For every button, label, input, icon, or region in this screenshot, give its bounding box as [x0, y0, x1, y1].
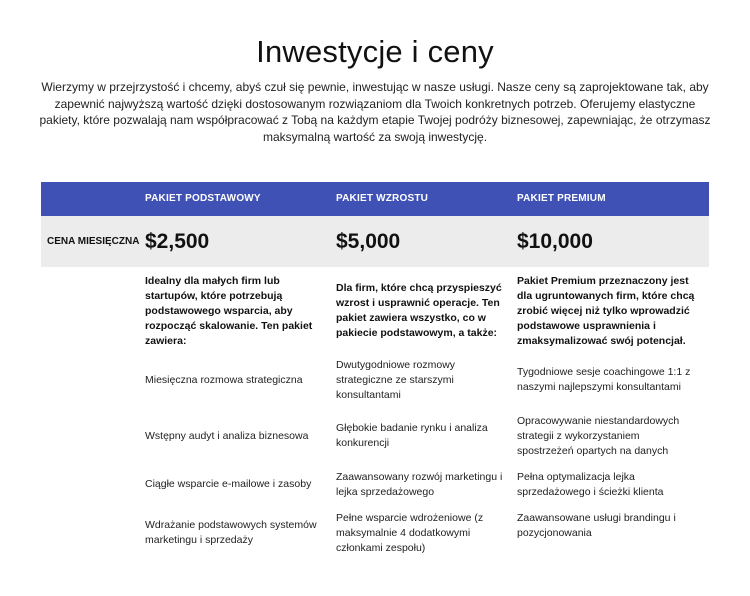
plan-description-growth: Dla firm, które chcą przyspieszyć wzrost i usprawnić operacje. Ten pakiet zawiera wszystko, co w pakiecie podstawowym, a także: — [336, 282, 502, 339]
plan-name-basic: PAKIET PODSTAWOWY — [145, 193, 261, 204]
plan-name-growth: PAKIET WZROSTU — [336, 193, 429, 204]
feature-premium-3: Pełna optymalizacja lejka sprzedażowego i ścieżki klienta — [517, 471, 664, 498]
pricing-header-row — [41, 182, 709, 216]
pricing-price-row — [41, 216, 709, 267]
feature-basic-1: Miesięczna rozmowa strategiczna — [145, 374, 303, 386]
plan-price-basic: $2,500 — [145, 230, 210, 253]
intro-paragraph: Wierzymy w przejrzystość i chcemy, abyś czuł się pewnie, inwestując w nasze usługi. Nasze ceny są zaprojektowane tak, aby zapewnić najwyższą wartość dzięki dostosowanym rozwiązaniom dla Twoich konkretnych potrzeb. Oferujemy elastyczne pakiety, które pozwalają nam współpracować z Tobą na każdym etapie Twojej podróży biznesowej, zapewniając, że otrzymasz maksymalną wartość za swoją inwestycję. — [39, 80, 711, 144]
feature-premium-2: Opracowywanie niestandardowych strategii z wykorzystaniem spostrzeżeń opartych na danych — [517, 415, 680, 457]
feature-basic-2: Wstępny audyt i analiza biznesowa — [145, 430, 309, 442]
feature-growth-1: Dwutygodniowe rozmowy strategiczne ze starszymi konsultantami — [336, 359, 456, 401]
plan-price-premium: $10,000 — [517, 230, 593, 253]
feature-growth-2: Głębokie badanie rynku i analiza konkurencji — [336, 422, 488, 449]
plan-description-basic: Idealny dla małych firm lub startupów, które potrzebują podstawowego wsparcia, aby rozpocząć skalowanie. Ten pakiet zawiera: — [145, 275, 313, 347]
feature-growth-3: Zaawansowany rozwój marketingu i lejka sprzedażowego — [336, 471, 503, 498]
feature-growth-4: Pełne wsparcie wdrożeniowe (z maksymalnie 4 dodatkowymi członkami zespołu) — [336, 512, 484, 554]
feature-premium-1: Tygodniowe sesje coachingowe 1:1 z naszymi najlepszymi konsultantami — [517, 366, 691, 393]
plan-name-premium: PAKIET PREMIUM — [517, 193, 606, 204]
feature-premium-4: Zaawansowane usługi brandingu i pozycjonowania — [517, 512, 676, 539]
plan-price-growth: $5,000 — [336, 230, 401, 253]
page-title: Inwestycje i ceny — [256, 34, 494, 69]
plan-description-premium: Pakiet Premium przeznaczony jest dla ugruntowanych firm, które chcą zrobić więcej niż tylko wprowadzić podstawowe usprawnienia i zmaksymalizować swój potencjał. — [517, 275, 695, 347]
feature-basic-3: Ciągłe wsparcie e-mailowe i zasoby — [145, 478, 312, 490]
feature-basic-4: Wdrażanie podstawowych systemów marketingu i sprzedaży — [145, 519, 317, 546]
monthly-price-label: CENA MIESIĘCZNA — [47, 236, 140, 247]
